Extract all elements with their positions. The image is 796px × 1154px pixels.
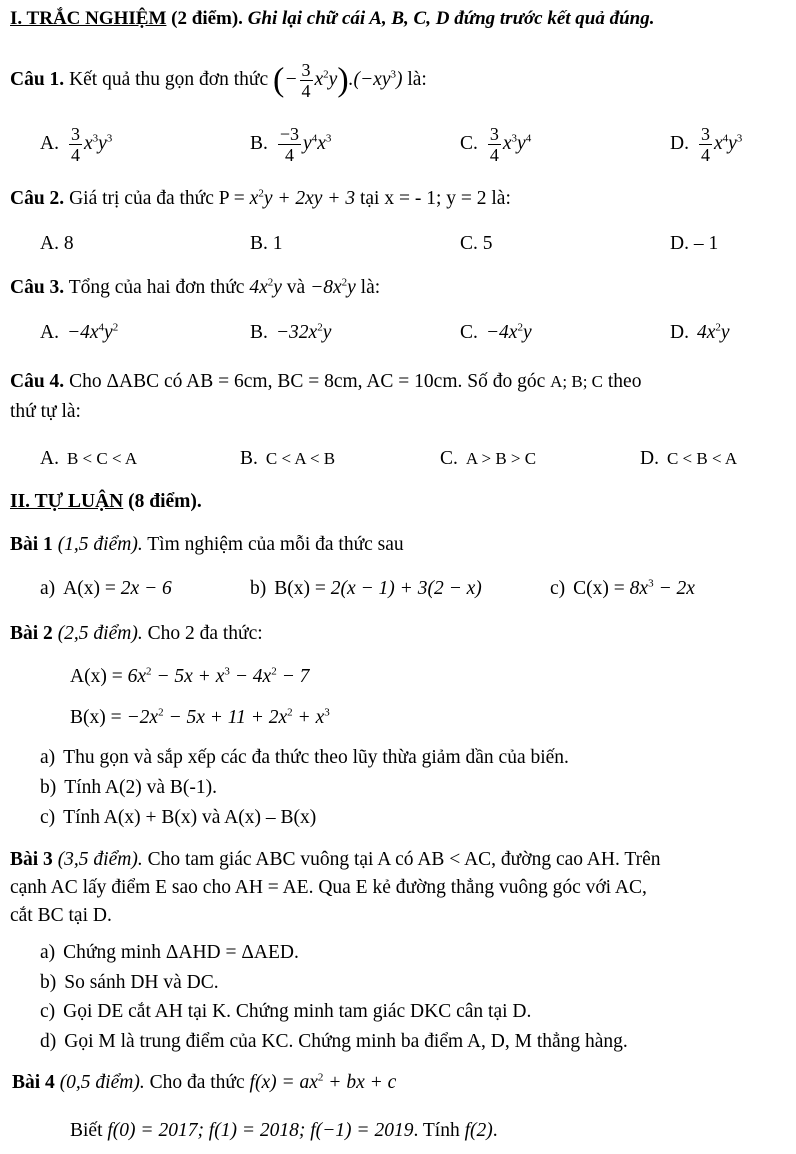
section2-header [10,490,202,514]
b1-item-c: c) $C(x) = 8x^3 - 2x$ [550,577,695,599]
q3-label: Câu 3. [10,277,65,298]
section2-points: (8 điểm). [123,491,202,512]
section1-title: I. TRẮC NGHIỆM [10,8,167,29]
q3-option-b: B. $-32x^2y$ [250,321,332,343]
b4-stem: Bài 4 (0,5 điểm). Cho đa thức $f(x) = ax^2$ + bx + c [12,1071,397,1093]
q1-label: Câu 1. [10,68,65,90]
q1-stem: Câu 1. Kết quả thu gọn đơn thức (− $\frac{3}{4}$ $x^2y).(-xy^3)$ là: [10,60,427,101]
b3-stem-line3: cắt BC tại D. [10,905,112,926]
q4-line2: thứ tự là: [10,401,81,422]
q3-stem: Câu 3. Tổng của hai đơn thức $4x^2y$ và $-8x^2y$ là: [10,276,381,298]
b2-poly-b: $B(x) = -2x^2 - 5x + 11 + 2x^2 + x^3$ [70,706,330,728]
q2-label: Câu 2. [10,188,65,209]
b4-label: Bài 4 [12,1072,55,1093]
b1-stem: Bài 1 (1,5 điểm). Tìm nghiệm của mỗi đa thức sau [10,534,404,555]
q4-option-a: A. B < C < A [40,448,138,469]
q1-option-c: C. $\frac{3}{4}$ $x^3y^4$ [460,124,532,165]
b3-label: Bài 3 [10,849,53,870]
q2-option-b: B. 1 [250,233,283,254]
b2-stem: Bài 2 (2,5 điểm). Cho 2 đa thức: [10,623,263,644]
section1-header [10,7,655,31]
q2-tail: tại x = - 1; y = 2 là: [359,188,511,209]
b2-poly-a: $A(x) = 6x^2 - 5x + x^3 - 4x^2 - 7$ [70,665,310,687]
q3-option-a: A. $-4x^4y^2$ [40,321,119,343]
b3-item-c: c) Gọi DE cắt AH tại K. Chứng minh tam giác DKC cân tại D. [40,1001,532,1022]
q1-option-d: D. $\frac{3}{4}$ $x^4y^3$ [670,124,743,165]
b3-stem-line1: Bài 3 (3,5 điểm). Cho tam giác ABC vuông tại A có AB < AC, đường cao AH. Trên [10,849,661,870]
b3-item-a: a) Chứng minh ΔAHD = ΔAED. [40,942,299,963]
q2-option-d: D. – 1 [670,233,719,254]
q4-option-d: D. C < B < A [640,448,738,469]
section1-points: (2 điểm). [166,8,243,29]
b3-item-b: b) So sánh DH và DC. [40,972,219,993]
q4-angles: A; B; C [550,372,604,391]
q2-text: Giá trị của đa thức P = [69,188,245,209]
q1-option-b: B. $\frac{-3}{4}$ $y^4x^3$ [250,124,332,165]
b2-label: Bài 2 [10,623,53,644]
b2-item-a: a) Thu gọn và sắp xếp các đa thức theo lũy thừa giảm dần của biến. [40,747,569,768]
q3-text: Tổng của hai đơn thức [68,277,245,298]
q4-stem: Câu 4. Cho ΔABC có AB = 6cm, BC = 8cm, AC = 10cm. Số đo góc A; B; C theo [10,371,642,392]
b3-stem-line2: cạnh AC lấy điểm E sao cho AH = AE. Qua E kẻ đường thẳng vuông góc với AC, [10,877,647,898]
q3-option-c: C. $-4x^2y$ [460,321,532,343]
b1-item-a: a) A(x) = 2x − 6 [40,578,172,599]
section2-title: II. TỰ LUẬN [10,491,124,512]
b2-item-b: b) Tính A(2) và B(-1). [40,777,217,798]
b3-item-d: d) Gọi M là trung điểm của KC. Chứng minh ba điểm A, D, M thẳng hàng. [40,1031,628,1052]
b4-given-values: f(0) = 2017; f(1) = 2018; f(−1) = 2019 [107,1120,414,1141]
b4-given: Biết f(0) = 2017; f(1) = 2018; f(−1) = 2019. Tính f(2). [70,1120,498,1141]
section1-instruction: Ghi lại chữ cái A, B, C, D đứng trước kết quả đúng. [242,8,655,29]
q2-stem: Câu 2. Giá trị của đa thức $P = x^2y + 2xy + 3$ tại x = - 1; y = 2 là: [10,187,511,209]
q4-text: Cho ΔABC có AB = 6cm, BC = 8cm, AC = 10cm. Số đo góc [69,371,546,392]
q2-option-c: C. 5 [460,233,493,254]
q4-label: Câu 4. [10,371,65,392]
q4-option-b: B. C < A < B [240,448,336,469]
q3-option-d: D. $4x^2y$ [670,321,730,343]
q1-text: Kết quả thu gọn đơn thức [69,68,269,90]
q2-expr: y + 2xy + 3 [263,188,356,209]
b1-item-b: b) B(x) = 2(x − 1) + 3(2 − x) [250,578,482,599]
b2-item-c: c) Tính A(x) + B(x) và A(x) – B(x) [40,807,317,828]
q1-option-a: A. $\frac{3}{4}$ $x^3y^3$ [40,124,113,165]
q1-expr-b: .(−xy [348,68,391,90]
q1-frac: $\frac{3}{4}$ [301,60,311,101]
b1-label: Bài 1 [10,534,53,555]
q4-option-c: C. A > B > C [440,448,537,469]
q1-tail: là: [407,68,427,90]
q2-option-a: A. 8 [40,233,74,254]
